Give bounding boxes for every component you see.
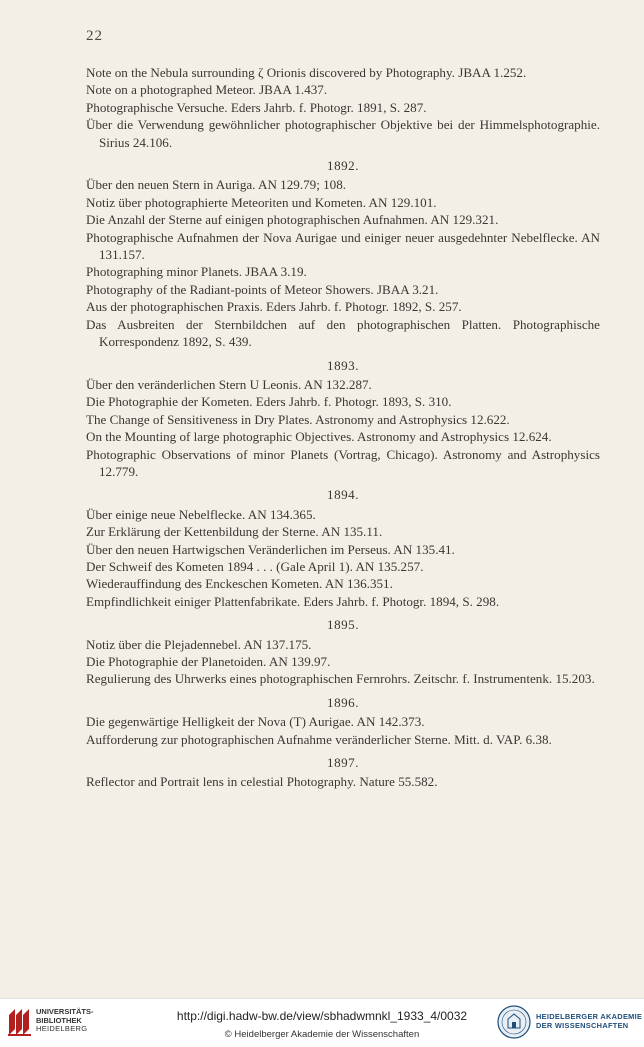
- bibliography-entry: Über den neuen Stern in Auriga. AN 129.79; 108.: [86, 177, 347, 193]
- bibliography-entry: Photographische Aufnahmen der Nova Aurigae und einiger neuer ausgedehnter Nebelflecke. AN 131.157.: [86, 229, 600, 263]
- year-heading: 1894.: [327, 487, 359, 503]
- page-number: 22: [86, 28, 103, 44]
- bibliography-entry: Reflector and Portrait lens in celestial Photography. Nature 55.582.: [86, 774, 438, 790]
- bibliography-entry: Note on the Nebula surrounding ζ Orionis discovered by Photography. JBAA 1.252.: [86, 65, 527, 80]
- year-section: [86, 357, 600, 481]
- bibliography-entry: Aus der photographischen Praxis. Eders Jahrb. f. Photogr. 1892, S. 257.: [86, 299, 462, 315]
- bibliography-entry: Über den neuen Hartwigschen Veränderlichen im Perseus. AN 135.41.: [86, 541, 455, 557]
- library-city: HEIDELBERG: [36, 1024, 88, 1033]
- bibliography-entry: Empfindlichkeit einiger Plattenfabrikate. Eders Jahrb. f. Photogr. 1894, S. 298.: [86, 593, 500, 609]
- bibliography-entry: Die Photographie der Kometen. Eders Jahrb. f. Photogr. 1893, S. 310.: [86, 394, 452, 410]
- bibliography-entry: Die gegenwärtige Helligkeit der Nova (T) Aurigae. AN 142.373.: [86, 714, 425, 730]
- library-name-line2: BIBLIOTHEK: [36, 1015, 82, 1025]
- year-section: [86, 486, 600, 610]
- year-section: [86, 64, 600, 151]
- library-name-line1: UNIVERSITÄTS-: [36, 1007, 94, 1016]
- year-section: [86, 694, 600, 748]
- bibliography-entry: The Change of Sensitiveness in Dry Plates. Astronomy and Astrophysics 12.622.: [86, 411, 510, 427]
- bibliography-entry: Die Photographie der Planetoiden. AN 139.97.: [86, 654, 331, 669]
- bibliography-entry: Regulierung des Uhrwerks eines photographischen Fernrohrs. Zeitschr. f. Instrumentenk. 15.203.: [86, 671, 595, 687]
- academy-name-line2: DER WISSENSCHAFTEN: [536, 1021, 629, 1030]
- bibliography-entry: Photographing minor Planets. JBAA 3.19.: [86, 264, 307, 280]
- bibliography-entry: Der Schweif des Kometen 1894 . . . (Gale April 1). AN 135.257.: [86, 558, 424, 574]
- year-section: [86, 157, 600, 350]
- bibliography-entry: Photography of the Radiant-points of Meteor Showers. JBAA 3.21.: [86, 281, 439, 297]
- viewer-footer: [0, 998, 644, 1047]
- year-section: [86, 754, 600, 791]
- bibliography-entry: Wiederauffindung des Enckeschen Kometen. AN 136.351.: [86, 576, 393, 592]
- bibliography-entry: Die Anzahl der Sterne auf einigen photographischen Aufnahmen. AN 129.321.: [86, 212, 499, 228]
- bibliography-entry: On the Mounting of large photographic Objectives. Astronomy and Astrophysics 12.624.: [86, 429, 552, 445]
- bibliography-entry: Notiz über photographierte Meteoriten und Kometen. AN 129.101.: [86, 194, 437, 210]
- bibliography-entry: Aufforderung zur photographischen Aufnahme veränderlicher Sterne. Mitt. d. VAP. 6.38.: [86, 731, 552, 747]
- bibliography-entry: Das Ausbreiten der Sternbildchen auf den photographischen Platten. Photographische Korrespondenz 1892, S. 439.: [86, 316, 600, 350]
- bibliography-entry: Note on a photographed Meteor. JBAA 1.437.: [86, 82, 328, 98]
- permalink-url[interactable]: http://digi.hadw-bw.de/view/sbhadwmnkl_1933_4/0032: [176, 1009, 468, 1023]
- bibliography-entry: Über einige neue Nebelflecke. AN 134.365.: [86, 506, 316, 522]
- academy-name-line1: HEIDELBERGER AKADEMIE: [536, 1012, 643, 1021]
- year-section: [86, 616, 600, 688]
- year-heading: 1895.: [327, 617, 359, 633]
- bibliography-entry: Photographische Versuche. Eders Jahrb. f. Photogr. 1891, S. 287.: [86, 99, 427, 115]
- academy-seal-icon: [497, 1005, 531, 1039]
- copyright-text: © Heidelberger Akademie der Wissenschaften: [224, 1029, 420, 1040]
- year-heading: 1892.: [327, 158, 359, 174]
- academy-name: [536, 1012, 642, 1030]
- bibliography-entry: Notiz über die Plejadennebel. AN 137.175.: [86, 636, 312, 652]
- bibliography-list: [86, 64, 600, 791]
- year-heading: 1896.: [327, 694, 359, 710]
- bibliography-entry: Photographic Observations of minor Planets (Vortrag, Chicago). Astronomy and Astrophysics 12.779.: [86, 446, 600, 479]
- bibliography-entry: Über den veränderlichen Stern U Leonis. AN 132.287.: [86, 376, 372, 392]
- bibliography-entry: Über die Verwendung gewöhnlicher photographischer Objektive bei der Himmelsphotographie. Sirius 24.106.: [86, 117, 600, 150]
- year-heading: 1893.: [327, 357, 359, 373]
- bibliography-entry: Zur Erklärung der Kettenbildung der Sterne. AN 135.11.: [86, 524, 383, 540]
- year-heading: 1897.: [327, 755, 359, 771]
